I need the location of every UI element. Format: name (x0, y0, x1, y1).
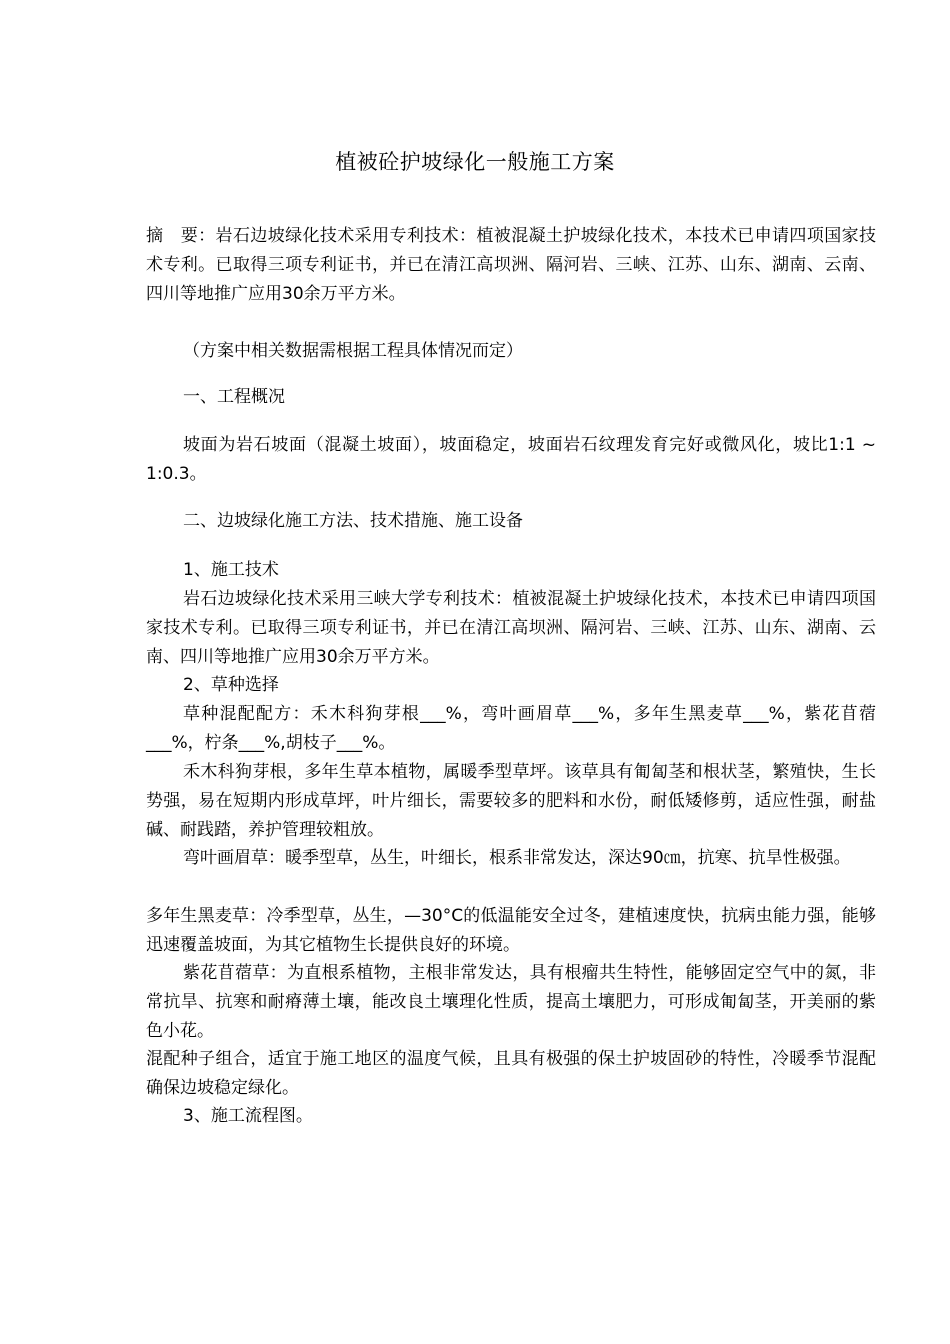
lovegrass-paragraph: 弯叶画眉草：暖季型草，丛生，叶细长，根系非常发达，深达90㎝，抗寒、抗旱性极强。 (183, 848, 851, 868)
ryegrass-paragraph: 多年生黑麦草：冷季型草，丛生，—30°C的低温能安全过冬，建植速度快，抗病虫能力强，能够迅速覆盖坡面，为其它植物生长提供良好的环境。 (146, 906, 876, 955)
note-paragraph: （方案中相关数据需根据工程具体情况而定） (183, 341, 523, 361)
abstract-paragraph: 摘 要：岩石边坡绿化技术采用专利技术：植被混凝土护坡绿化技术，本技术已申请四项国家技术专利。已取得三项专利证书，并已在清江高坝洲、隔河岩、三峡、江苏、山东、湖南、云南、四川等地推广应用30余万平方米。 (146, 226, 876, 304)
subsection-1-heading: 1、施工技术 (183, 560, 279, 580)
seed-mix-paragraph: 混配种子组合，适宜于施工地区的温度气候，且具有极强的保土护坡固砂的特性，冷暖季节混配确保边坡稳定绿化。 (146, 1049, 876, 1098)
grass-formula-paragraph: 草种混配配方：禾木科狗芽根___%，弯叶画眉草___%，多年生黑麦草___%，紫花苜蓿___%，柠条___%,胡枝子___%。 (146, 704, 876, 753)
subsection-1-body: 岩石边坡绿化技术采用三峡大学专利技术：植被混凝土护坡绿化技术，本技术已申请四项国家技术专利。已取得三项专利证书，并已在清江高坝洲、隔河岩、三峡、江苏、山东、湖南、云南、四川等地推广应用30余万平方米。 (146, 589, 876, 667)
section-1-body: 坡面为岩石坡面（混凝土坡面），坡面稳定，坡面岩石纹理发育完好或微风化，坡比1:1 ~ 1:0.3。 (146, 435, 876, 484)
section-1-heading: 一、工程概况 (183, 387, 285, 407)
bermuda-grass-paragraph: 禾木科狗芽根，多年生草本植物，属暖季型草坪。该草具有匍匐茎和根状茎，繁殖快，生长势强，易在短期内形成草坪，叶片细长，需要较多的肥料和水份，耐低矮修剪，适应性强，耐盐碱、耐践踏，养护管理较粗放。 (146, 762, 876, 840)
alfalfa-paragraph: 紫花苜蓿草：为直根系植物，主根非常发达，具有根瘤共生特性，能够固定空气中的氮，非常抗旱、抗寒和耐瘠薄土壤，能改良土壤理化性质，提高土壤肥力，可形成匍匐茎，开美丽的紫色小花。 (146, 963, 876, 1041)
subsection-3-heading: 3、施工流程图。 (183, 1106, 313, 1126)
document-title: 植被砼护坡绿化一般施工方案 (335, 150, 615, 174)
subsection-2-heading: 2、草种选择 (183, 675, 279, 695)
section-2-heading: 二、边坡绿化施工方法、技术措施、施工设备 (183, 511, 523, 531)
